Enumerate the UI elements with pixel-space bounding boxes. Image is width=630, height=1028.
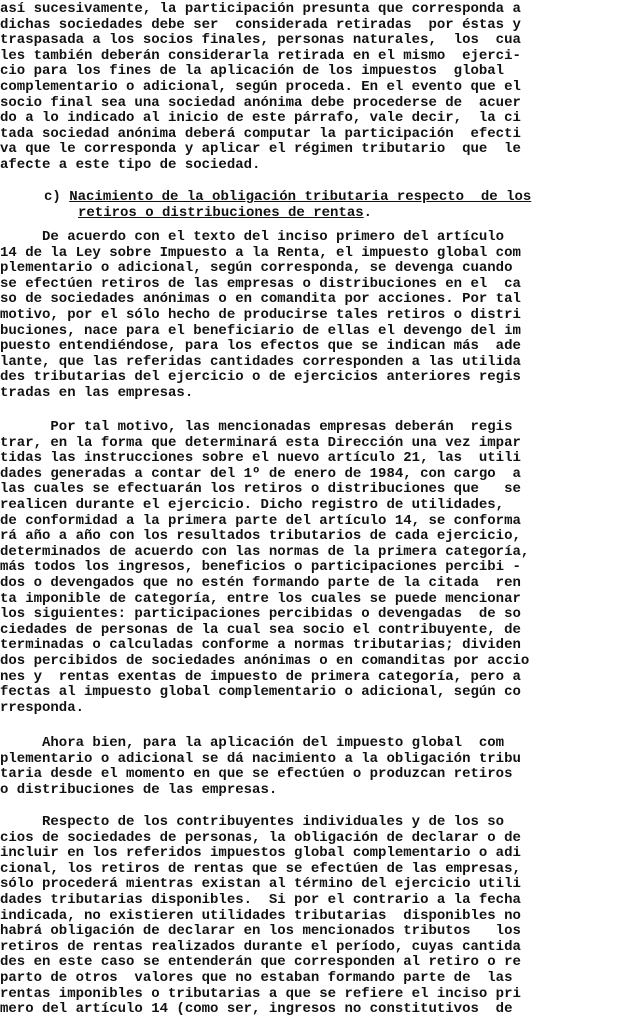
paragraph-line: De acuerdo con el texto del inciso primero del artículo bbox=[0, 229, 505, 245]
intro-line: les también deberán considerarla retirada en el mismo ejerci- bbox=[0, 47, 521, 64]
intro-line: cio para los fines de la aplicación de los impuestos global bbox=[0, 63, 505, 80]
intro-line: dichas sociedades debe ser considerada retiradas por éstas y bbox=[0, 16, 521, 33]
paragraph-line: realicen durante el ejercicio. Dicho registro de utilidades, bbox=[0, 497, 505, 513]
intro-line: va que le corresponda y aplicar el régimen tributario que le bbox=[0, 141, 521, 158]
paragraph-line: las cuales se efectuarán los retiros o distribuciones que se bbox=[0, 481, 521, 498]
paragraph-line: plementario o adicional se dá nacimiento a la obligación tribu bbox=[0, 750, 521, 767]
paragraph-line: trar, en la forma que determinará esta Dirección una vez impar bbox=[0, 434, 521, 451]
paragraph-line: Ahora bien, para la aplicación del impuesto global com bbox=[0, 735, 505, 751]
section-title-end: . bbox=[363, 204, 373, 221]
paragraph-line: Por tal motivo, las mencionadas empresas deberán regis bbox=[0, 419, 513, 435]
paragraph-line: se efectúen retiros de las empresas o distribuciones en el ca bbox=[0, 275, 521, 292]
paragraph-line: indicada, no existieren utilidades tributarias disponibles no bbox=[0, 907, 521, 924]
paragraph-line: fectas al impuesto global complementario o adicional, según co bbox=[0, 684, 521, 701]
paragraph-line: rentas imponibles o tributarias a que se refiere el inciso pri bbox=[0, 985, 521, 1002]
section-letter: c) bbox=[44, 189, 61, 205]
paragraph-line: puesto entendiéndose, para los efectos que se indican más ade bbox=[0, 338, 521, 355]
paragraph-line: Respecto de los contribuyentes individuales y de los so bbox=[0, 814, 505, 830]
paragraph-line: dades generadas a contar del 1º de enero de 1984, con cargo a bbox=[0, 465, 521, 482]
paragraph-line: parto de otros valores que no estaban formando parte de las bbox=[0, 970, 513, 986]
paragraph-line: determinados de acuerdo con las normas de la primera categoría, bbox=[0, 543, 530, 560]
intro-line: afecte a este tipo de sociedad. bbox=[0, 157, 261, 173]
paragraph-line: dos percibidos de sociedades anónimas o en comanditas por accio bbox=[0, 653, 530, 669]
paragraph-line: incluir en los referidos impuestos global complementario o adi bbox=[0, 845, 521, 862]
paragraph-line: más todos los ingresos, beneficios o participaciones percibi - bbox=[0, 559, 521, 576]
paragraph-line: ciedades de personas de la cual sea socio el contribuyente, de bbox=[0, 621, 521, 638]
intro-line: do a lo indicado al inicio de este párrafo, vale decir, la ci bbox=[0, 110, 521, 127]
section-title-part1: Nacimiento de la obligación tributaria respecto de los bbox=[69, 189, 532, 205]
intro-line: traspasada a los socios finales, personas naturales, los cua bbox=[0, 32, 521, 49]
paragraph-line: ta imponible de categoría, entre los cuales se puede mencionar bbox=[0, 590, 521, 607]
paragraph-line: rá año a año con los resultados tributarios de cada ejercicio, bbox=[0, 528, 521, 545]
paragraph-line: des en este caso se entenderán que corresponden al retiro o re bbox=[0, 954, 521, 971]
paragraph-line: tidas las instrucciones sobre el nuevo artículo 21, las utili bbox=[0, 450, 521, 467]
paragraph-line: rresponda. bbox=[0, 699, 85, 716]
intro-line: complementario o adicional, según proceda. En el evento que el bbox=[0, 79, 521, 95]
paragraph-line: cios de sociedades de personas, la obligación de declarar o de bbox=[0, 829, 521, 846]
paragraph-line: los siguientes: participaciones percibidas o devengadas de so bbox=[0, 606, 521, 623]
paragraph-line: buciones, nace para el beneficiario de ellas el devengo del im bbox=[0, 322, 521, 339]
intro-line: así sucesivamente, la participación presunta que corresponda a bbox=[0, 1, 521, 17]
section-title-part2: retiros o distribuciones de rentas bbox=[78, 204, 364, 221]
paragraph-line: terminadas o calculadas conforme a normas tributarias; dividen bbox=[0, 637, 521, 654]
paragraph-line: retiros de rentas realizados durante el período, cuyas cantida bbox=[0, 938, 521, 955]
paragraph-line: de conformidad a la primera parte del artículo 14, se conforma bbox=[0, 512, 521, 529]
paragraph-line: dades tributarias disponibles. Si por el contrario a la fecha bbox=[0, 892, 521, 908]
section-heading-line1 bbox=[44, 190, 531, 206]
paragraph-line: des tributarias del ejercicio o de ejercicios anteriores regis bbox=[0, 369, 521, 386]
intro-line: socio final sea una sociedad anónima debe procederse de acuer bbox=[0, 94, 521, 111]
section-heading-line2 bbox=[78, 206, 372, 222]
paragraph-line: taria desde el momento en que se efectúen o produzcan retiros bbox=[0, 766, 513, 783]
paragraph-line: mero del artículo 14 (como ser, ingresos no constitutivos de bbox=[0, 1001, 513, 1018]
paragraph-line: tradas en las empresas. bbox=[0, 385, 194, 401]
paragraph-line: cional, los retiros de rentas que se efectúen de las empresas, bbox=[0, 860, 521, 877]
paragraph-line: lante, que las referidas cantidades corresponden a las utilida bbox=[0, 353, 521, 370]
paragraph-line: o distribuciones de las empresas. bbox=[0, 781, 278, 798]
paragraph-line: 14 de la Ley sobre Impuesto a la Renta, el impuesto global com bbox=[0, 244, 521, 261]
paragraph-line: sólo procederá mientras existan al término del ejercicio utili bbox=[0, 876, 521, 893]
paragraph-line: plementario o adicional, según corresponda, se devenga cuando bbox=[0, 260, 513, 277]
intro-line: tada sociedad anónima deberá computar la participación efecti bbox=[0, 125, 521, 142]
paragraph-line: motivo, por el sólo hecho de producirse tales retiros o distri bbox=[0, 307, 521, 323]
paragraph-line: dos o devengados que no estén formando parte de la citada ren bbox=[0, 575, 521, 591]
paragraph-line: so de sociedades anónimas o en comandita por acciones. Por tal bbox=[0, 291, 521, 308]
paragraph-line: nes y rentas exentas de impuesto de primera categoría, pero a bbox=[0, 668, 521, 685]
paragraph-line: habrá obligación de declarar en los mencionados tributos los bbox=[0, 923, 521, 940]
